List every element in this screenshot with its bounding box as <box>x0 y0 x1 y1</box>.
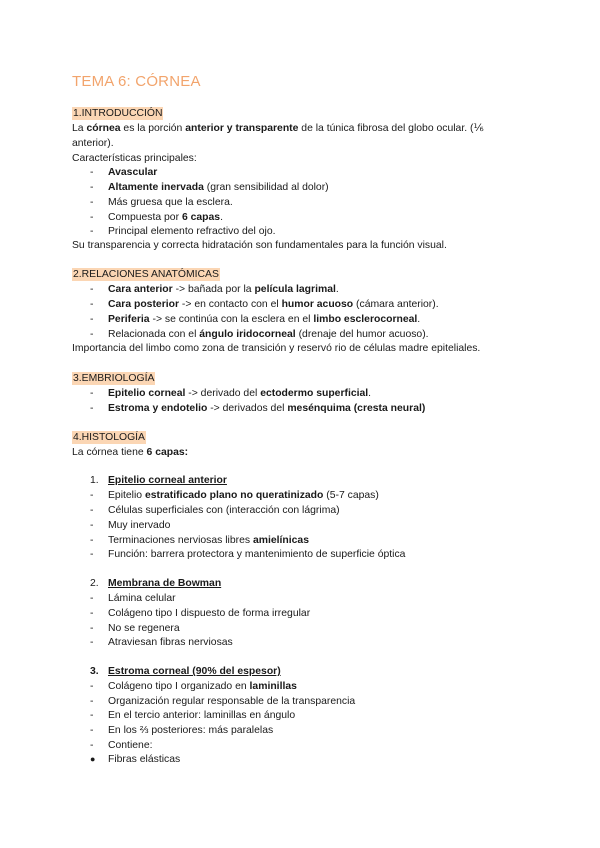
list-dash: - <box>90 388 94 399</box>
features-label: Características principales: <box>72 153 197 164</box>
list-dash: - <box>90 725 94 736</box>
list-dash: - <box>90 284 94 295</box>
list-dash: - <box>90 549 94 560</box>
list-item: Colágeno tipo I dispuesto de forma irregular <box>108 608 311 619</box>
list-item: Estroma y endotelio -> derivados del mesénquima (cresta neural) <box>108 403 426 414</box>
list-item: Compuesta por 6 capas. <box>108 212 223 223</box>
list-item: En los ⅔ posteriores: más paralelas <box>108 725 274 736</box>
intro-paragraph-line1: La córnea es la porción anterior y transparente de la túnica fibrosa del globo ocular. (⅙ <box>72 123 484 134</box>
list-item: En el tercio anterior: laminillas en ángulo <box>108 710 296 721</box>
list-dash: - <box>90 740 94 751</box>
intro-paragraph-line2: anterior). <box>72 138 114 149</box>
list-item: Cara anterior -> bañada por la película lagrimal. <box>108 284 339 295</box>
list-dash: - <box>90 681 94 692</box>
list-dash: - <box>90 637 94 648</box>
list-item: Función: barrera protectora y mantenimiento de superficie óptica <box>108 549 406 560</box>
list-item: Contiene: <box>108 740 153 751</box>
list-dash: - <box>90 490 94 501</box>
list-item: Muy inervado <box>108 520 171 531</box>
section2-closing: Importancia del limbo como zona de transición y reservó rio de células madre epiteliales. <box>72 343 481 354</box>
list-dash: - <box>90 403 94 414</box>
list-dash: - <box>90 710 94 721</box>
layer-title-bowman: Membrana de Bowman <box>108 578 222 589</box>
list-dash: - <box>90 593 94 604</box>
list-item: No se regenera <box>108 623 180 634</box>
list-dash: - <box>90 167 94 178</box>
list-dash: - <box>90 329 94 340</box>
section-heading-relaciones: 2.RELACIONES ANATÓMICAS <box>73 269 219 280</box>
list-item: Epitelio estratificado plano no queratinizado (5-7 capas) <box>108 490 379 501</box>
layer-number: 3. <box>90 666 99 677</box>
section-heading-histologia: 4.HISTOLOGÍA <box>73 432 145 443</box>
section-heading-introduccion: 1.INTRODUCCIÓN <box>73 108 163 119</box>
page-title: TEMA 6: CÓRNEA <box>72 73 201 90</box>
list-dash: - <box>90 608 94 619</box>
list-dash: - <box>90 314 94 325</box>
list-dash: - <box>90 299 94 310</box>
list-dash: - <box>90 696 94 707</box>
list-item: Cara posterior -> en contacto con el humor acuoso (cámara anterior). <box>108 299 439 310</box>
list-item: Terminaciones nerviosas libres amielínicas <box>108 535 309 546</box>
list-dash: - <box>90 520 94 531</box>
list-item: Periferia -> se continúa con la esclera en el limbo esclerocorneal. <box>108 314 421 325</box>
list-item: Altamente inervada (gran sensibilidad al dolor) <box>108 182 329 193</box>
histologia-intro: La córnea tiene 6 capas: <box>72 447 189 458</box>
list-dash: - <box>90 535 94 546</box>
list-item: Colágeno tipo I organizado en laminillas <box>108 681 297 692</box>
list-item: Atraviesan fibras nerviosas <box>108 637 233 648</box>
list-item: Células superficiales con (interacción con lágrima) <box>108 505 340 516</box>
list-item: Principal elemento refractivo del ojo. <box>108 226 276 237</box>
layer-number: 2. <box>90 578 99 589</box>
list-item: Avascular <box>108 167 158 178</box>
list-item: Más gruesa que la esclera. <box>108 197 233 208</box>
layer-title-epitelio: Epitelio corneal anterior <box>108 475 227 486</box>
list-dash: - <box>90 182 94 193</box>
layer-title-estroma: Estroma corneal (90% del espesor) <box>108 666 281 677</box>
list-dash: - <box>90 505 94 516</box>
list-dash: - <box>90 197 94 208</box>
list-item: Organización regular responsable de la transparencia <box>108 696 356 707</box>
list-dash: - <box>90 226 94 237</box>
list-item: Relacionada con el ángulo iridocorneal (drenaje del humor acuoso). <box>108 329 429 340</box>
layer-number: 1. <box>90 475 99 486</box>
section1-closing: Su transparencia y correcta hidratación son fundamentales para la función visual. <box>72 240 447 251</box>
section-heading-embriologia: 3.EMBRIOLOGÍA <box>73 373 155 384</box>
list-item: Lámina celular <box>108 593 176 604</box>
list-dash: - <box>90 212 94 223</box>
list-dash: - <box>90 623 94 634</box>
list-item: Epitelio corneal -> derivado del ectodermo superficial. <box>108 388 372 399</box>
list-item: Fibras elásticas <box>108 754 181 765</box>
bullet-icon: ● <box>90 754 96 764</box>
